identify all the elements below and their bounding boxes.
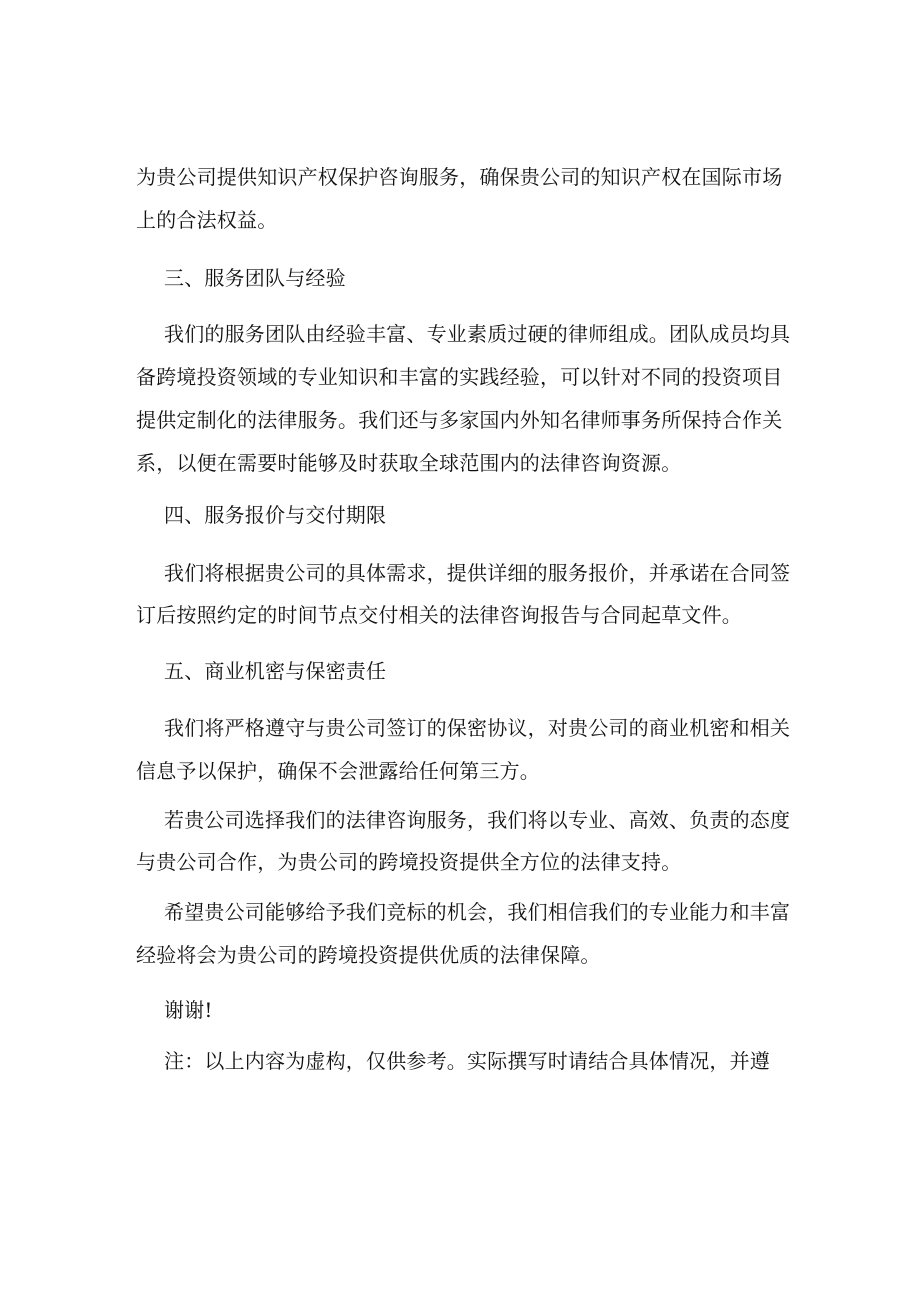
paragraph-line: 上的合法权益。 [136, 208, 278, 232]
paragraph-line: 信息予以保护，确保不会泄露给任何第三方。 [136, 759, 540, 783]
paragraph-line: 与贵公司合作，为贵公司的跨境投资提供全方位的法律支持。 [136, 850, 682, 874]
paragraph-line: 系，以便在需要时能够及时获取全球范围内的法律咨询资源。 [136, 451, 682, 475]
closing-line: 谢谢! [164, 998, 213, 1022]
paragraph-line: 提供定制化的法律服务。我们还与多家国内外知名律师事务所保持合作关 [136, 408, 783, 432]
paragraph-line: 为贵公司提供知识产权保护咨询服务，确保贵公司的知识产权在国际市场 [136, 165, 783, 189]
note-line: 注：以上内容为虚构，仅供参考。实际撰写时请结合具体情况，并遵 [164, 1049, 770, 1073]
section-heading: 三、服务团队与经验 [164, 266, 346, 290]
paragraph-line: 希望贵公司能够给予我们竞标的机会，我们相信我们的专业能力和丰富 [164, 900, 791, 924]
paragraph-line: 备跨境投资领域的专业知识和丰富的实践经验，可以针对不同的投资项目 [136, 365, 783, 389]
section-heading: 五、商业机密与保密责任 [164, 659, 387, 683]
paragraph-line: 我们将严格遵守与贵公司签订的保密协议，对贵公司的商业机密和相关 [164, 716, 791, 740]
paragraph-line: 若贵公司选择我们的法律咨询服务，我们将以专业、高效、负责的态度 [164, 808, 791, 832]
section-heading: 四、服务报价与交付期限 [164, 503, 387, 527]
paragraph-line: 我们将根据贵公司的具体需求，提供详细的服务报价，并承诺在合同签 [164, 561, 791, 585]
paragraph-line: 我们的服务团队由经验丰富、专业素质过硬的律师组成。团队成员均具 [164, 322, 791, 346]
paragraph-line: 经验将会为贵公司的跨境投资提供优质的法律保障。 [136, 943, 601, 967]
paragraph-line: 订后按照约定的时间节点交付相关的法律咨询报告与合同起草文件。 [136, 603, 742, 627]
